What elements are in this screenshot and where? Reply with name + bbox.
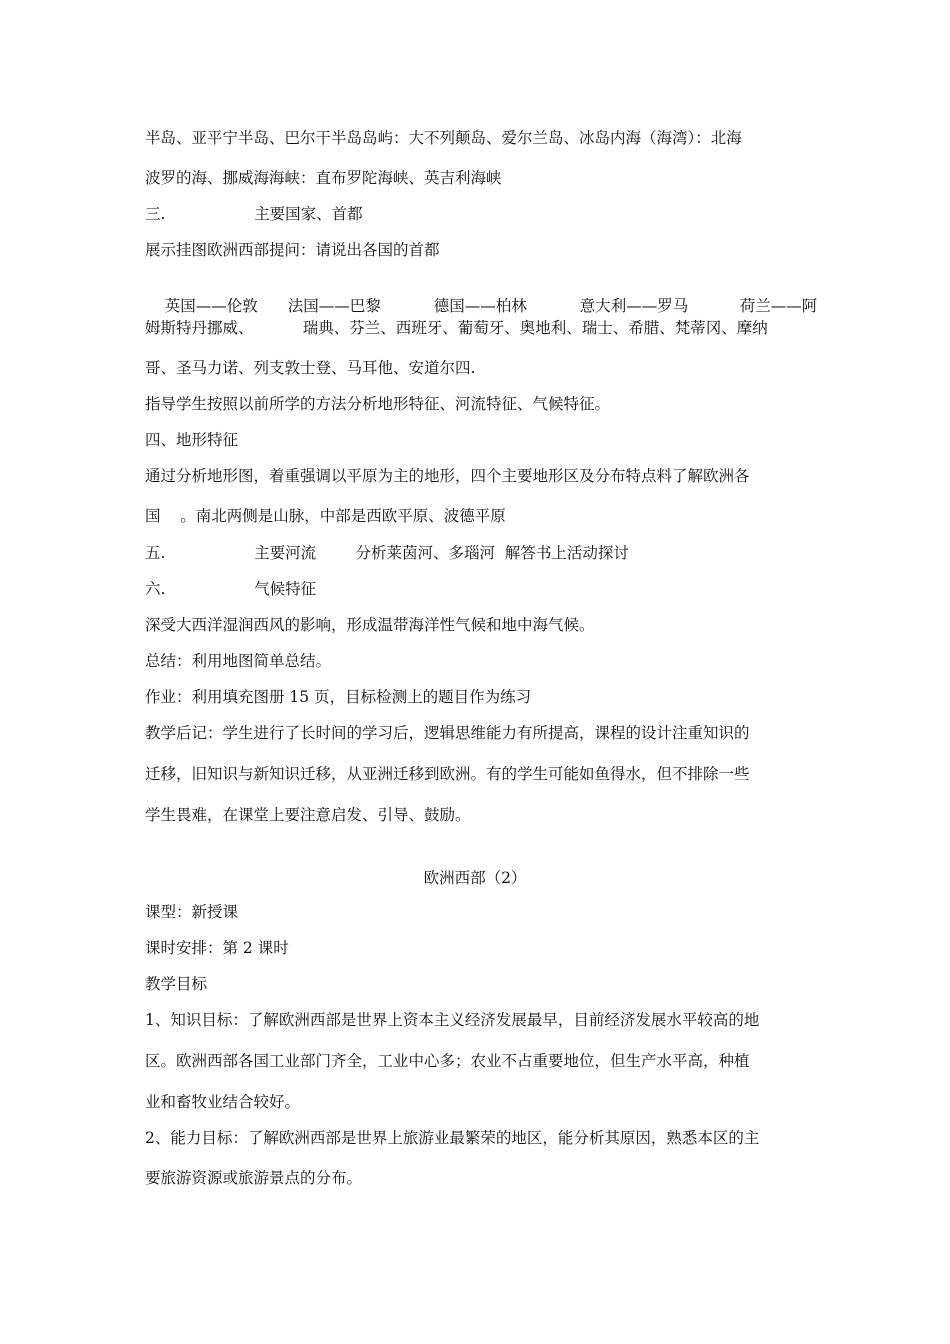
text-line: 1、知识目标：了解欧洲西部是世界上资本主义经济发展最早，目前经济发展水平较高的地 (145, 1011, 760, 1029)
text-line: 学生畏难，在课堂上要注意启发、引导、鼓励。 (145, 806, 471, 824)
section-heading: 六. 气候特征 (145, 580, 317, 598)
section-heading: 五. 主要河流 分析莱茵河、多瑙河 解答书上活动探讨 (145, 544, 629, 562)
text-line: 哥、圣马力诺、列支敦士登、马耳他、安道尔四. (145, 359, 476, 377)
text-line: 课时安排：第 2 课时 (145, 939, 289, 957)
text-line: 深受大西洋湿润西风的影响，形成温带海洋性气候和地中海气候。 (145, 616, 595, 634)
text-line: 区。欧洲西部各国工业部门齐全，工业中心多；农业不占重要地位，但生产水平高，种植 (145, 1052, 750, 1070)
capital-item: 荷兰——阿 (739, 297, 818, 315)
text-line: 业和畜牧业结合较好。 (145, 1093, 301, 1111)
capital-item: 意大利——罗马 (579, 297, 689, 315)
text-line: 课型：新授课 (145, 903, 239, 921)
capital-item: 法国——巴黎 (287, 297, 381, 315)
text-line: 波罗的海、挪威海海峡：直布罗陀海峡、英吉利海峡 (145, 169, 502, 187)
text-line: 2、能力目标：了解欧洲西部是世界上旅游业最繁荣的地区，能分析其原因，熟悉本区的主 (145, 1129, 760, 1147)
text-line: 作业：利用填充图册 15 页，目标检测上的题目作为练习 (145, 688, 532, 706)
capital-item: 英国——伦敦 (164, 297, 258, 315)
section-heading: 三. 主要国家、首都 (145, 205, 363, 223)
section-heading: 教学目标 (145, 975, 208, 993)
text-line: 通过分析地形图，着重强调以平原为主的地形，四个主要地形区及分布特点料了解欧洲各 (145, 467, 750, 485)
capital-item: 德国——柏林 (433, 297, 527, 315)
text-line: 半岛、亚平宁半岛、巴尔干半岛岛屿：大不列颠岛、爱尔兰岛、冰岛内海（海湾）：北海 (145, 129, 742, 147)
text-line: 教学后记：学生进行了长时间的学习后，逻辑思维能力有所提高，课程的设计注重知识的 (145, 724, 750, 742)
text-line: 迁移，旧知识与新知识迁移，从亚洲迁移到欧洲。有的学生可能如鱼得水，但不排除一些 (145, 765, 750, 783)
text-line: 指导学生按照以前所学的方法分析地形特征、河流特征、气候特征。 (145, 395, 611, 413)
lesson-title: 欧洲西部（2） (423, 869, 527, 887)
text-line: 总结：利用地图简单总结。 (145, 652, 332, 670)
text-line: 要旅游资源或旅游景点的分布。 (145, 1169, 363, 1187)
text-line: 国 。南北两侧是山脉，中部是西欧平原、波德平原 (145, 507, 506, 525)
section-heading: 四、地形特征 (145, 431, 239, 449)
text-line: 姆斯特丹挪威、 瑞典、芬兰、西班牙、葡萄牙、奥地利、瑞士、希腊、梵蒂冈、摩纳 (145, 319, 768, 337)
text-line: 展示挂图欧洲西部提问：请说出各国的首都 (145, 241, 440, 259)
